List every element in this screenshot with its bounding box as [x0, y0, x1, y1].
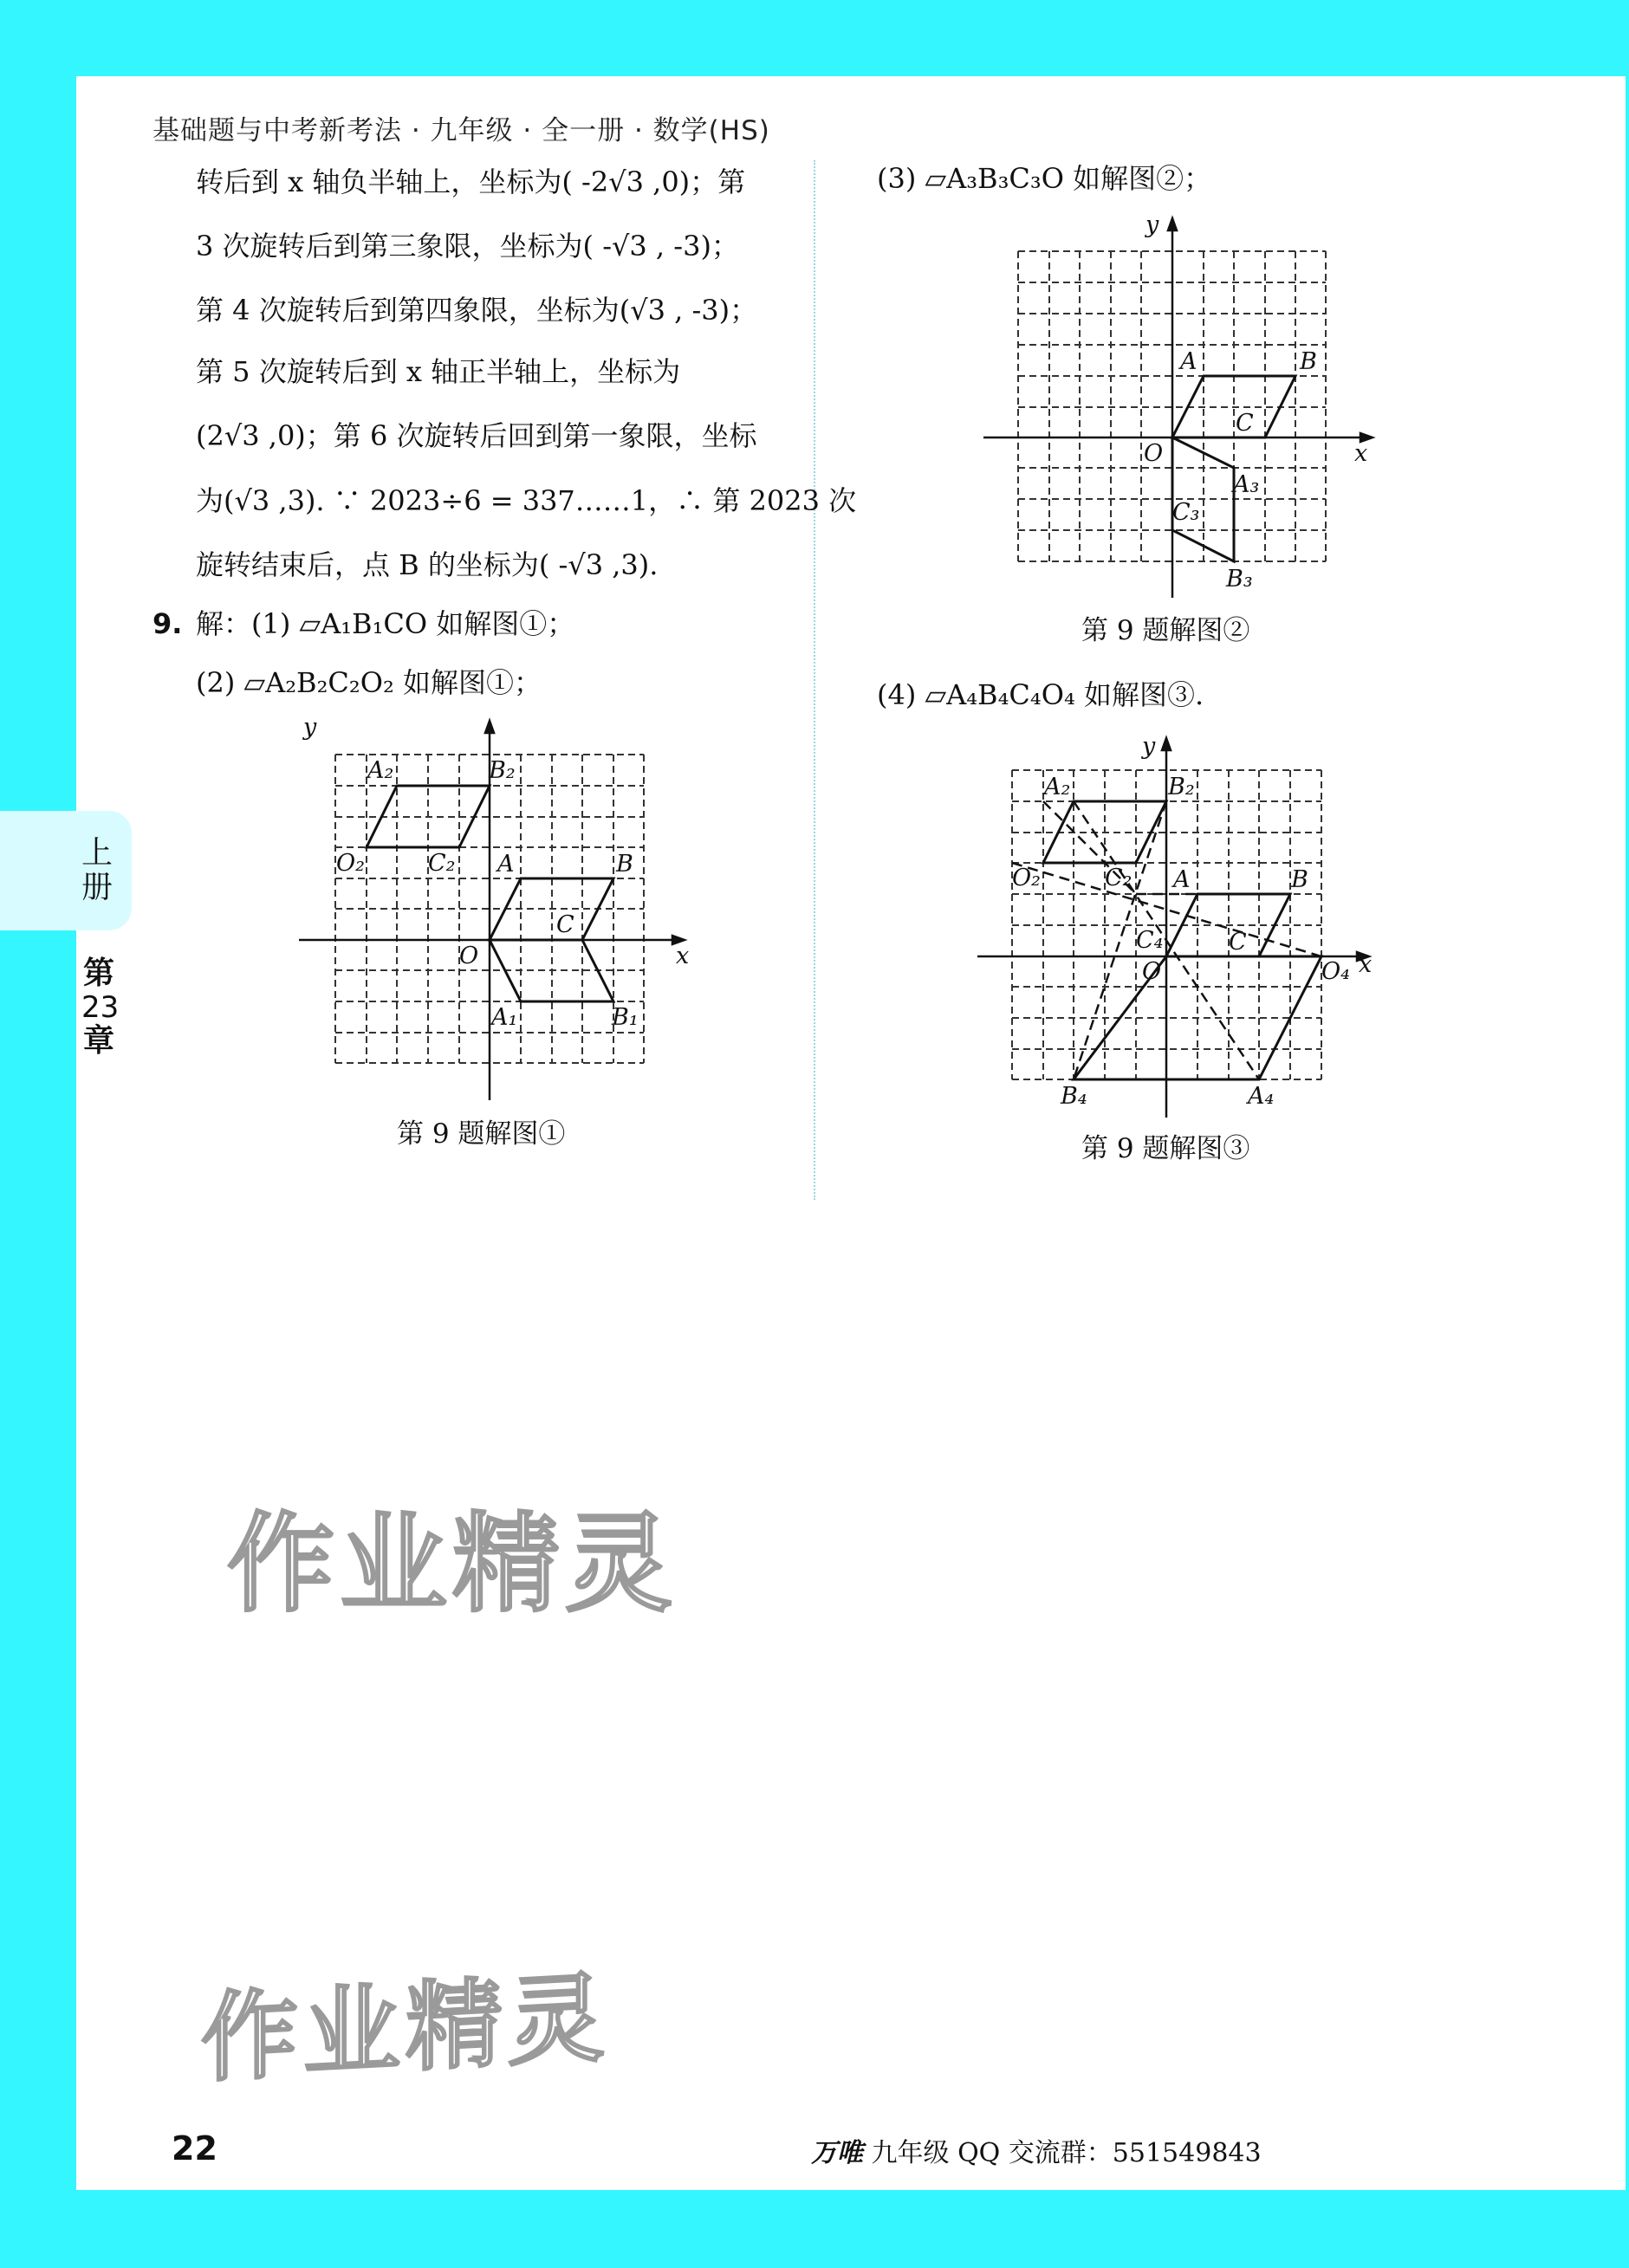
volume-label-2: 册	[81, 870, 113, 905]
label-o: O	[459, 943, 479, 969]
volume-label	[80, 836, 114, 905]
label-c4: C₄	[1136, 927, 1164, 954]
text-line-5: (2√3 ,0)；第 6 次旋转后回到第一象限，坐标	[196, 419, 757, 452]
label-c2: C₂	[1105, 865, 1133, 891]
footer-text	[811, 2131, 1262, 2169]
column-divider	[814, 160, 815, 1200]
figure-1-labels	[302, 714, 689, 1031]
label-o: O	[1142, 958, 1162, 985]
figure-3	[970, 728, 1386, 1118]
label-y: y	[303, 714, 317, 741]
text-line-2: 3 次旋转后到第三象限，坐标为( -√3 , -3)；	[196, 230, 739, 262]
label-y: y	[1142, 733, 1156, 760]
figure-3-caption: 第 9 题解图③	[1081, 1133, 1250, 1164]
figure-2	[970, 208, 1386, 606]
label-a3: A₃	[1233, 471, 1260, 498]
label-a1: A₁	[491, 1004, 518, 1031]
label-o4: O₄	[1321, 958, 1350, 985]
label-x: x	[1354, 440, 1368, 467]
label-b: B	[1291, 866, 1308, 893]
label-b4: B₄	[1061, 1083, 1087, 1110]
text-line-3: 第 4 次旋转后到第四象限，坐标为(√3 , -3)；	[196, 294, 758, 327]
y-axis-arrow	[485, 721, 494, 733]
text-line-1: 转后到 x 轴负半轴上，坐标为( -2√3 ,0)；第	[196, 165, 746, 198]
chapter-marker	[81, 956, 120, 1059]
label-o: O	[1144, 440, 1164, 467]
label-b2: B₂	[1168, 774, 1195, 800]
label-b2: B₂	[489, 757, 516, 784]
answer-part-4: (4) ▱A₄B₄C₄O₄ 如解图③.	[877, 678, 1204, 711]
figure-2-labels	[1144, 211, 1367, 593]
label-b1: B₁	[612, 1004, 639, 1031]
page-header: 基础题与中考新考法 · 九年级 · 全一册 · 数学(HS)	[153, 115, 770, 146]
footer-qq-group: 九年级 QQ 交流群：551549843	[863, 2138, 1262, 2168]
label-a2: A₂	[1044, 774, 1071, 800]
chapter-prefix: 第	[82, 956, 114, 991]
watermark-1: 作业精灵	[227, 1502, 678, 1627]
y-axis-arrow	[1168, 218, 1177, 230]
label-a: A	[497, 851, 515, 878]
watermark-2: 作业精灵	[201, 1961, 610, 2096]
label-x: x	[676, 943, 690, 969]
label-b3: B₃	[1226, 566, 1253, 593]
answer-part-2: (2) ▱A₂B₂C₂O₂ 如解图①；	[196, 666, 542, 699]
label-y: y	[1145, 211, 1159, 238]
label-a: A	[1173, 866, 1191, 893]
page-number: 22	[172, 2129, 217, 2168]
text-line-6: 为(√3 ,3). ∵ 2023÷6 = 337……1，∴ 第 2023 次	[196, 484, 857, 517]
label-c3: C₃	[1172, 499, 1200, 526]
label-a2: A₂	[367, 757, 394, 784]
label-a: A	[1180, 348, 1197, 375]
question-number: 9.	[153, 607, 183, 640]
label-o2: O₂	[336, 850, 365, 877]
answer-part-1: 解：(1) ▱A₁B₁CO 如解图①；	[196, 607, 575, 640]
volume-label-1: 上	[81, 835, 113, 871]
label-c: C	[1236, 410, 1254, 437]
text-line-7: 旋转结束后，点 B 的坐标为( -√3 ,3).	[196, 548, 659, 581]
text-line-4: 第 5 次旋转后到 x 轴正半轴上，坐标为	[196, 355, 681, 388]
figure-1-caption: 第 9 题解图①	[397, 1118, 566, 1150]
label-b: B	[616, 851, 633, 878]
chapter-suffix: 章	[82, 1023, 114, 1059]
footer-brand: 万唯	[811, 2138, 863, 2168]
answer-part-3: (3) ▱A₃B₃C₃O 如解图②；	[877, 162, 1212, 195]
label-o2: O₂	[1012, 865, 1041, 891]
label-c: C	[1229, 929, 1247, 956]
label-a4: A₄	[1248, 1083, 1275, 1110]
chapter-number: 23	[81, 990, 120, 1025]
y-axis-arrow	[1162, 738, 1171, 750]
figure-3-labels	[1012, 733, 1372, 1110]
label-b: B	[1300, 348, 1317, 375]
figure-1	[286, 710, 693, 1100]
figure-2-caption: 第 9 题解图②	[1081, 615, 1250, 646]
label-x: x	[1359, 951, 1373, 978]
page	[76, 76, 1626, 2190]
label-c2: C₂	[428, 850, 456, 877]
label-c: C	[556, 911, 574, 938]
